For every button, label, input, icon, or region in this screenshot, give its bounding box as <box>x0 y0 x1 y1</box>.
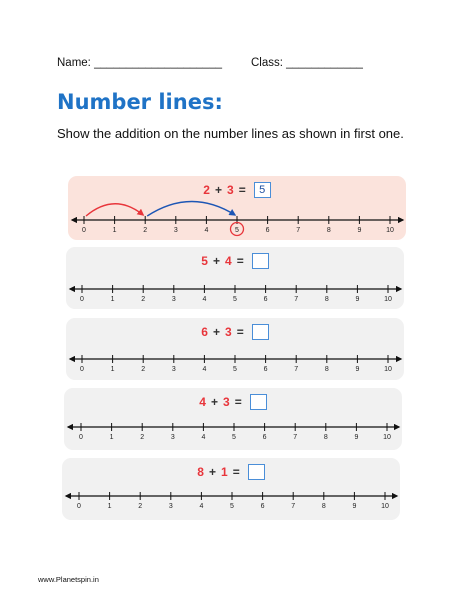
tick-label: 7 <box>293 434 298 441</box>
equals-sign: = <box>236 325 244 339</box>
tick-label: 7 <box>291 503 296 510</box>
tick-label: 6 <box>262 434 267 441</box>
jump-arrow <box>86 204 143 216</box>
tick-label: 8 <box>321 503 326 510</box>
class-field: Class: ____________ <box>251 57 363 69</box>
tick-label: 4 <box>202 366 207 373</box>
tick-label: 1 <box>107 503 112 510</box>
tick-label: 9 <box>354 434 359 441</box>
tick-label: 3 <box>170 434 175 441</box>
tick-label: 6 <box>265 227 270 234</box>
tick-label: 9 <box>355 366 360 373</box>
tick-label: 4 <box>202 296 207 303</box>
tick-label: 10 <box>381 503 389 510</box>
name-field: Name: ____________________ <box>57 57 222 69</box>
number-line <box>66 318 404 380</box>
equals-sign: = <box>232 465 240 479</box>
tick-label: 4 <box>199 503 204 510</box>
tick-label: 2 <box>141 296 146 303</box>
plus-sign: + <box>212 325 220 339</box>
tick-label: 6 <box>260 503 265 510</box>
problem-card-4 <box>64 388 402 450</box>
second-addend: 3 <box>227 183 234 197</box>
tick-label: 2 <box>140 434 145 441</box>
second-addend: 3 <box>223 395 230 409</box>
plus-sign: + <box>214 183 222 197</box>
tick-label: 8 <box>324 366 329 373</box>
first-addend: 5 <box>201 254 208 268</box>
tick-label: 10 <box>386 227 394 234</box>
tick-label: 9 <box>357 227 362 234</box>
equals-sign: = <box>234 395 242 409</box>
tick-label: 3 <box>171 296 176 303</box>
tick-label: 0 <box>80 366 84 373</box>
tick-label: 6 <box>263 366 268 373</box>
tick-label: 6 <box>263 296 268 303</box>
problem-card-5 <box>62 458 400 520</box>
tick-label: 5 <box>235 227 239 234</box>
tick-label: 10 <box>384 366 392 373</box>
tick-label: 7 <box>294 366 299 373</box>
page-title: Number lines: <box>57 90 223 114</box>
number-line <box>64 388 402 450</box>
second-addend: 1 <box>221 465 228 479</box>
tick-label: 9 <box>352 503 357 510</box>
first-addend: 6 <box>201 325 208 339</box>
equals-sign: = <box>238 183 246 197</box>
tick-label: 1 <box>112 227 117 234</box>
tick-label: 1 <box>110 296 115 303</box>
tick-label: 0 <box>80 296 84 303</box>
second-addend: 4 <box>225 254 232 268</box>
plus-sign: + <box>208 465 216 479</box>
plus-sign: + <box>210 395 218 409</box>
number-line <box>62 458 400 520</box>
tick-label: 5 <box>232 434 236 441</box>
tick-label: 3 <box>168 503 173 510</box>
tick-label: 5 <box>230 503 234 510</box>
tick-label: 8 <box>323 434 328 441</box>
tick-label: 5 <box>233 296 237 303</box>
tick-label: 10 <box>384 296 392 303</box>
tick-label: 1 <box>110 366 115 373</box>
number-line <box>66 247 404 309</box>
jump-arrow <box>147 201 235 216</box>
tick-label: 7 <box>294 296 299 303</box>
instruction-text: Show the addition on the number lines as shown in first one. <box>57 126 404 141</box>
tick-label: 2 <box>141 366 146 373</box>
tick-label: 8 <box>326 227 331 234</box>
tick-label: 1 <box>109 434 114 441</box>
tick-label: 3 <box>173 227 178 234</box>
tick-label: 10 <box>383 434 391 441</box>
tick-label: 7 <box>296 227 301 234</box>
tick-label: 0 <box>79 434 83 441</box>
second-addend: 3 <box>225 325 232 339</box>
first-addend: 4 <box>199 395 206 409</box>
first-addend: 2 <box>203 183 210 197</box>
problem-card-2 <box>66 247 404 309</box>
tick-label: 3 <box>171 366 176 373</box>
answer-box[interactable]: 5 <box>254 182 271 198</box>
tick-label: 4 <box>204 227 209 234</box>
equals-sign: = <box>236 254 244 268</box>
tick-label: 4 <box>201 434 206 441</box>
tick-label: 8 <box>324 296 329 303</box>
tick-label: 2 <box>138 503 143 510</box>
tick-label: 5 <box>233 366 237 373</box>
tick-label: 0 <box>82 227 86 234</box>
first-addend: 8 <box>197 465 204 479</box>
tick-label: 9 <box>355 296 360 303</box>
problem-card-3 <box>66 318 404 380</box>
plus-sign: + <box>212 254 220 268</box>
tick-label: 2 <box>143 227 148 234</box>
tick-label: 0 <box>77 503 81 510</box>
footer-url: www.Planetspin.in <box>38 575 99 584</box>
problem-card-1 <box>68 176 406 240</box>
number-line <box>68 176 406 240</box>
